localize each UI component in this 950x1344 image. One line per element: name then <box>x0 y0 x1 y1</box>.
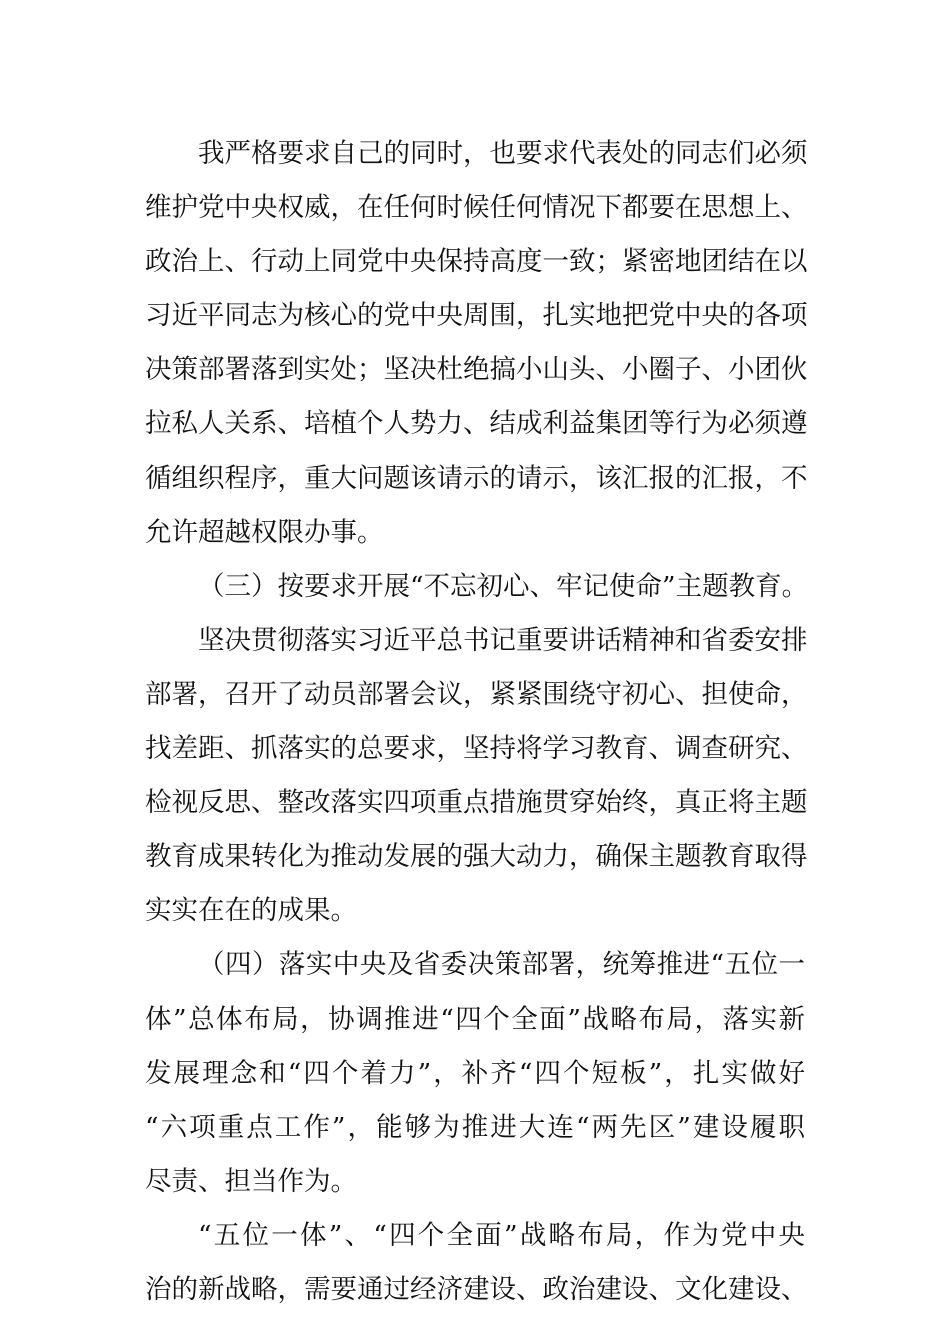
text-line: 检视反思、整改落实四项重点措施贯穿始终，真正将主题 <box>145 787 808 819</box>
text-line: 我严格要求自己的同时，也要求代表处的同志们必须 <box>198 138 808 169</box>
text-line: 循组织程序，重大问题该请示的请示，该汇报的汇报，不 <box>145 462 808 494</box>
text-line: 拉私人关系、培植个人势力、结成利益集团等行为必须遵 <box>145 408 808 440</box>
text-line: 教育成果转化为推动发展的强大动力，确保主题教育取得 <box>145 841 808 873</box>
text-line: 政治上、行动上同党中央保持高度一致；紧密地团结在以 <box>145 246 808 278</box>
text-line: 习近平同志为核心的党中央周围，扎实地把党中央的各项 <box>145 300 808 332</box>
text-line: “五位一体”、“四个全面”战略布局，作为党中央 <box>198 1219 805 1251</box>
text-line: （四）落实中央及省委决策部署，统筹推进“五位一 <box>198 949 805 981</box>
text-line: 坚决贯彻落实习近平总书记重要讲话精神和省委安排 <box>198 624 808 656</box>
text-line: “六项重点工作”，能够为推进大连“两先区”建设履职 <box>145 1111 805 1143</box>
text-line: （三）按要求开展“不忘初心、牢记使命”主题教育。 <box>198 570 809 602</box>
text-line: 体”总体布局，协调推进“四个全面”战略布局，落实新 <box>145 1003 805 1035</box>
text-line: 部署，召开了动员部署会议，紧紧围绕守初心、担使命， <box>145 678 808 710</box>
text-line: 允许超越权限办事。 <box>145 516 384 548</box>
text-line: 找差距、抓落实的总要求，坚持将学习教育、调查研究、 <box>145 733 808 765</box>
text-line: 治的新战略，需要通过经济建设、政治建设、文化建设、 <box>145 1273 808 1305</box>
text-line: 尽责、担当作为。 <box>145 1165 357 1197</box>
text-line: 决策部署落到实处；坚决杜绝搞小山头、小圈子、小团伙 <box>145 354 808 386</box>
body-text <box>145 127 809 1317</box>
text-line: 发展理念和“四个着力”，补齐“四个短板”，扎实做好 <box>145 1057 805 1089</box>
text-line: 维护党中央权威，在任何时候任何情况下都要在思想上、 <box>145 192 808 224</box>
text-line: 实实在在的成果。 <box>145 895 357 927</box>
